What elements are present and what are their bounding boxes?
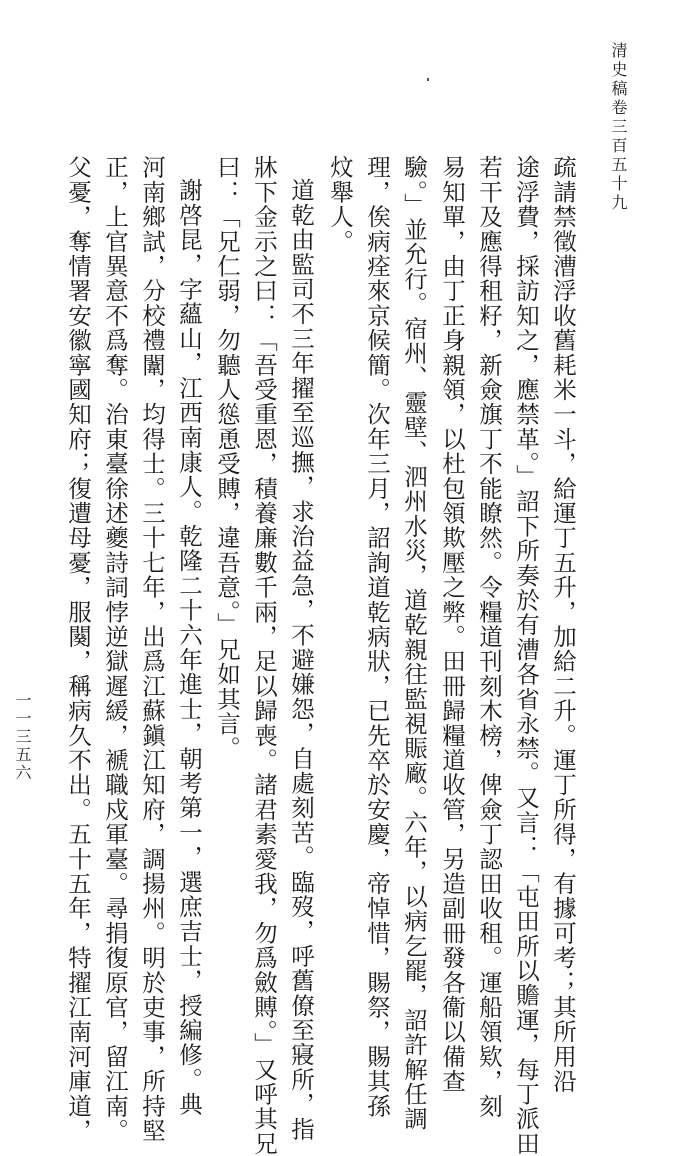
book-title-header: 清史稿卷三百五十九 [609,42,628,213]
text-column-2: 途浮費，採訪知之，應禁革。」詔下所奏於有漕各省永禁。又言：「屯田所以贍運，每丁派田 [512,155,540,1156]
text-column-13: 正，上官異意不爲奪。治東臺徐述夔詩詞悖逆獄遲緩，褫職戍軍臺。尋捐復原官，留江南。 [101,155,129,1143]
text-column-4: 易知單，由丁正身親領，以杜包領欺壓之弊。田冊歸糧道收管，另造副冊發各衞以備查 [438,155,466,1094]
text-column-3: 若干及應得租籽，新僉旗丁不能瞭然。令糧道刊刻木榜，俾僉丁認田收租。運船領欵，刻 [475,155,503,1119]
text-column-1: 疏請禁徵漕浮收舊耗米一斗，給運丁五升，加給二升。運丁所得，有據可考；其所用沿 [549,155,577,1094]
text-column-7: 炆舉人。 [326,155,354,254]
text-column-14: 父憂，奪情署安徽寧國知府；復遭母憂，服闋，稱病久不出。五十五年，特擢江南河庫道， [64,155,92,1143]
text-column-8: 道乾由監司不三年擢至巡撫，求治益急，不避嫌怨，自處刻苦。臨歿，呼舊僚至寢所，指 [287,178,315,1142]
print-speck [427,78,429,81]
text-column-12: 河南鄉試，分校禮闈，均得士。三十七年，出爲江蘇鎭江知府，調揚州。明於吏事，所持堅 [138,155,166,1143]
text-column-11: 謝啓昆，字蘊山，江西南康人。乾隆二十六年進士，朝考第一，選庶吉士，授編修。典 [175,178,203,1117]
text-column-5: 驗。」並允行。宿州、靈壁、泗州水災，道乾親往監視賑廠。六年，以病乞罷，詔許解任調 [400,155,428,1132]
page-number: 一一三五六 [13,692,32,782]
text-column-9: 牀下金示之曰：「吾受重恩，積養廉數千兩，足以歸喪。諸君素愛我，勿爲斂賻。」又呼其兄 [250,155,278,1156]
text-column-10: 曰：「兄仁弱，勿聽人慫恿受賻，違吾意。」兄如其言。 [213,155,241,761]
text-column-6: 理，俟病痊來京候簡。次年三月，詔詢道乾病狀，已先卒於安慶，帝悼惜，賜祭，賜其孫 [363,155,391,1119]
